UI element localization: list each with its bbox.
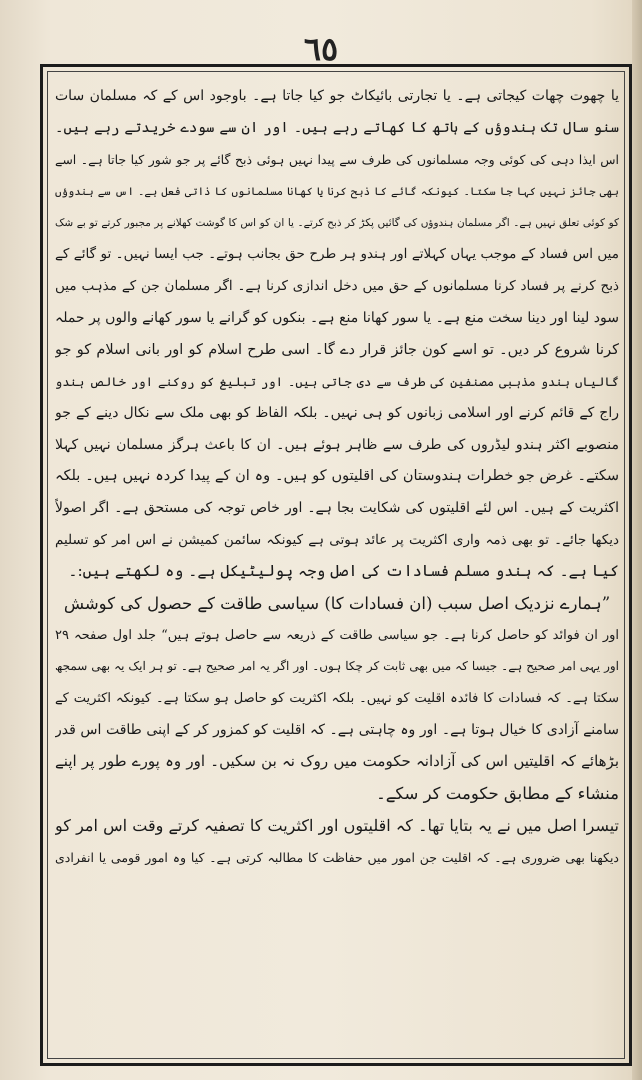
page-number: ٦٥	[303, 30, 339, 68]
body-line: سود لینا اور دینا سخت منع ہے۔ یا سور کھانا منع ہے۔ بنکوں کو گرانے یا سور کھانے والوں پر حملہ	[55, 309, 619, 326]
page-edge-shadow	[632, 0, 642, 1080]
body-line: گالیاں ہندو مذہبی مصنفین کی طرف سے دی جاتی ہیں۔ اور تبلیغ کو روکنے اور خالص ہندو	[55, 374, 619, 390]
text-frame	[40, 64, 632, 1066]
body-line: سنو سال تک ہندوؤں کے ہاتھ کا کھاتے رہے ہیں۔ اور ان سے سودے خریدتے رہے ہیں۔	[55, 119, 619, 136]
body-line: راج کے قائم کرنے اور اسلامی زبانوں کو ہی نہیں۔ بلکہ الفاظ کو بھی ملک سے نکال دینے کے جو	[55, 404, 619, 421]
body-line: بڑھائے کہ اقلیتیں اس کی آزادانہ حکومت میں روک نہ بن سکیں۔ اور وہ پورے طور پر اپنے	[55, 752, 619, 771]
body-line: کرنا شروع کر دیں۔ تو اسے کون جائز قرار دے گا۔ اسی طرح اسلام کو اور بانی اسلام کو جو	[55, 341, 619, 358]
quotation-line: ”ہمارے نزدیک اصل سبب (ان فسادات کا) سیاسی طاقت کے حصول کی کوشش	[63, 594, 611, 613]
body-line: کو کوئی تعلق نہیں ہے۔ اگر مسلمان ہندوؤں کی گائیں پکڑ کر ذبح کرتے۔ یا ان کو اس کا گوشت کھلانے پر مجبور کرتے تو بے شک	[55, 216, 619, 229]
body-line: کیا ہے۔ کہ ہندو مسلم فسادات کی اصل وجہ پولیٹیکل ہے۔ وہ لکھتے ہیں:۔	[68, 562, 619, 581]
body-line: میں اس فساد کے موجب یہاں کہلاتے اور ہندو ہر طرح حق بجانب ہوتے۔ جب ایسا نہیں۔ تو گائے کے	[55, 246, 619, 263]
body-line: سکتا ہے۔ کہ فسادات کا فائدہ اقلیت کو نہیں۔ بلکہ اکثریت کو حاصل ہو سکتا ہے۔ کیونکہ اکثریت کے	[55, 691, 619, 707]
body-line: اور یہی امر صحیح ہے۔ جیسا کہ میں بھی ثابت کر چکا ہوں۔ اور اگر یہ امر صحیح ہے۔ تو ہر ایک یہ بھی سمجھ	[55, 659, 619, 674]
quotation-line: اور ان فوائد کو حاصل کرنا ہے۔ جو سیاسی طاقت کے ذریعہ سے حاصل ہوتے ہیں“ جلد اول صفحہ ۲۹	[55, 627, 619, 643]
body-line: دیکھنا بھی ضروری ہے۔ کہ اقلیت جن امور میں حفاظت کا مطالبہ کرتی ہے۔ کیا وہ امور قومی یا انفرادی	[55, 849, 619, 865]
body-line: یا چھوت چھات کیجاتی ہے۔ یا تجارتی بائیکاٹ جو کیا جاتا ہے۔ باوجود اس کے کہ مسلمان سات	[55, 88, 619, 104]
body-line: بھی جائز نہیں کہا جا سکتا۔ کیونکہ گائے کا ذبح کرنا یا کھانا مسلمانوں کا ذاتی فعل ہے۔ اس سے ہندوؤں	[55, 185, 619, 199]
body-line: منصوبے اکثر ہندو لیڈروں کی طرف سے ظاہر ہوئے ہیں۔ ان کا باعث ہرگز مسلمان نہیں کہلا	[55, 436, 619, 453]
body-line: اکثریت کے ہیں۔ اس لئے اقلیتوں کی شکایت بجا ہے۔ اور خاص توجہ کی مستحق ہے۔ اگر اصولاً	[55, 499, 619, 516]
body-line: سامنے آزادی کا خیال ہوتا ہے۔ اور وہ چاہتی ہے۔ کہ اقلیت کو کمزور کر کے اپنی طاقت اس قدر	[55, 721, 619, 738]
body-line: منشاء کے مطابق حکومت کر سکے۔	[376, 784, 619, 804]
body-line: سکتے۔ غرض جو خطرات ہندوستان کی اقلیتوں کو ہیں۔ وہ ان کے پیدا کردہ نہیں ہیں۔ بلکہ	[55, 468, 619, 485]
body-line: اس ایذا دہی کی کوئی وجہ مسلمانوں کی طرف سے پیدا نہیں ہوئی ذبح گائے پر جو شور کیا جاتا ہے۔ اسے	[55, 152, 619, 168]
body-line: دیکھا جائے۔ تو بھی ذمہ واری اکثریت پر عائد ہوتی ہے کیونکہ سائمن کمیشن نے اس امر کو تسلیم	[55, 531, 619, 548]
urdu-body-text	[55, 81, 619, 1055]
body-line: ذبح کرنے پر فساد کرنا مسلمانوں کے حق میں دخل اندازی کرنا ہے۔ اگر مسلمان جن کے مذہب میں	[55, 278, 619, 295]
body-line: تیسرا اصل میں نے یہ بتایا تھا۔ کہ اقلیتوں اور اکثریت کا تصفیہ کرتے وقت اس امر کو	[55, 815, 619, 835]
